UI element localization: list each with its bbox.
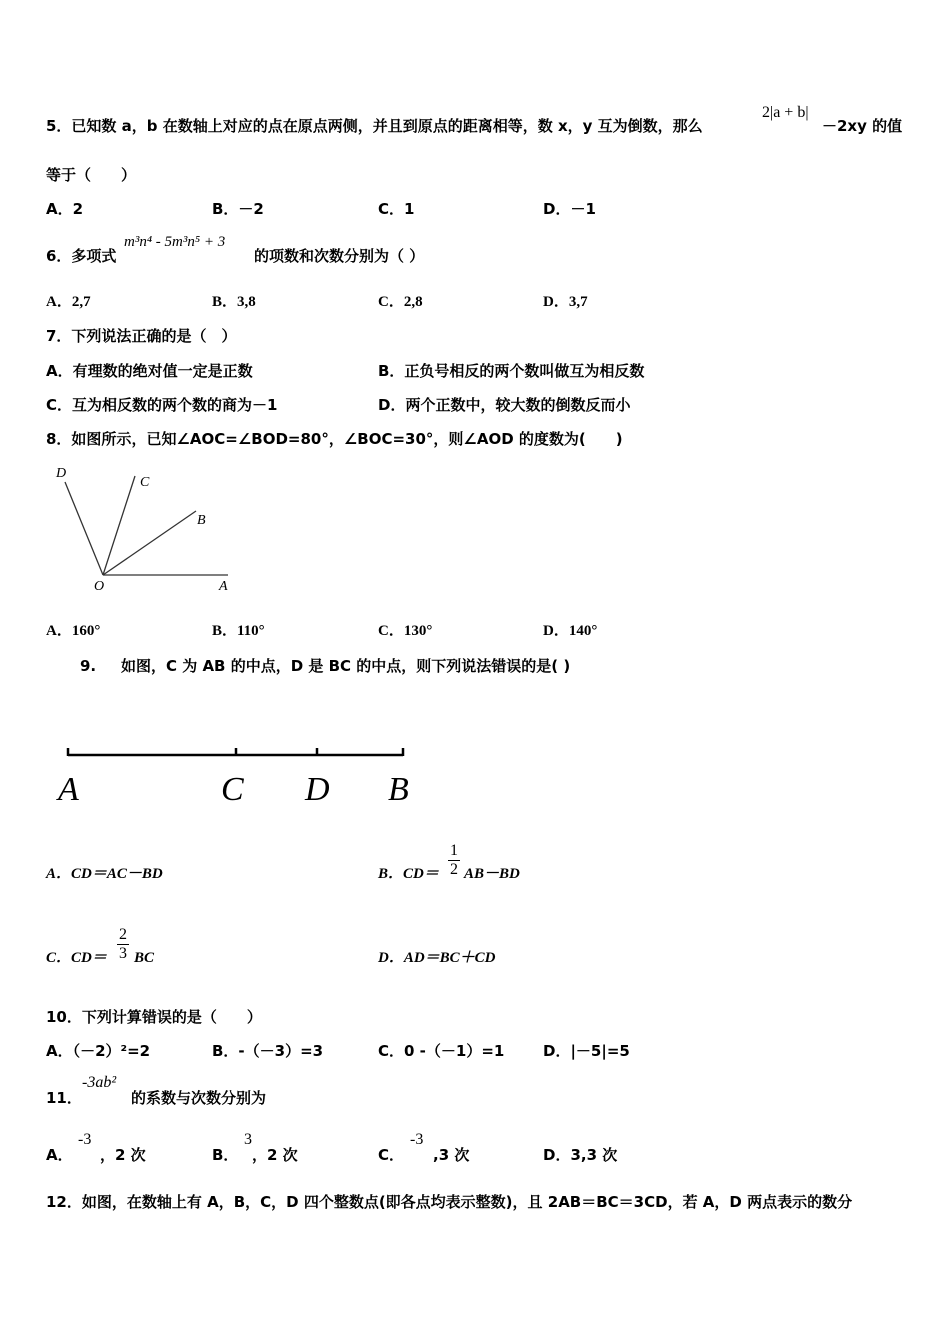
q11-option-c-value: -3 (410, 1131, 424, 1148)
label-b: B (388, 771, 409, 808)
label-d: D (56, 466, 67, 481)
q5-line1 (46, 116, 703, 136)
fraction-denominator: 2 (450, 861, 458, 878)
label-a: A (219, 579, 228, 592)
q9-option-d: D．AD＝BC＋CD (378, 950, 496, 966)
q9-option-b-suffix: AB－BD (464, 866, 520, 882)
option-letter: B． (212, 1146, 239, 1164)
q10-stem: 10．下列计算错误的是（ ） (46, 1008, 262, 1026)
q7-option-a: A．有理数的绝对值一定是正数 (46, 362, 253, 380)
q11-option-c (378, 1145, 404, 1165)
q8-option-b: B．110° (212, 623, 265, 639)
q9-option-a: A．CD＝AC－BD (46, 866, 163, 882)
option-letter: D． (543, 1146, 571, 1164)
fraction-numerator: 1 (450, 842, 458, 859)
q11-option-a (46, 1145, 73, 1165)
q9-stem: 如图，C 为 AB 的中点，D 是 BC 的中点，则下列说法错误的是( ) (121, 657, 571, 675)
ray-ob (103, 511, 196, 575)
fraction-denominator: 3 (119, 945, 127, 962)
q11-expression: -3ab² (82, 1074, 117, 1091)
q9-option-c-suffix: BC (134, 950, 155, 966)
label-c: C (221, 771, 244, 808)
q5-prefix: 5．已知数 a，b 在数轴上对应的点在原点两侧，并且到原点的距离相等，数 x，y 互为倒数，那么 (46, 117, 703, 135)
q9-option-b-prefix: B．CD＝ (378, 866, 439, 882)
label-c: C (140, 475, 150, 490)
q11-number: 11． (46, 1089, 82, 1107)
q11-option-b-value: 3 (244, 1131, 252, 1148)
q5-suffix: －2xy 的值 (822, 117, 903, 135)
q8-option-a: A．160° (46, 623, 101, 639)
q9-number: 9. (80, 657, 97, 675)
q11-option-a-rest: ，2 次 (100, 1146, 146, 1164)
ray-od (65, 482, 103, 575)
q8-option-d: D．140° (543, 623, 598, 639)
label-o: O (94, 579, 105, 592)
q7-option-c: C．互为相反数的两个数的商为－1 (46, 396, 278, 414)
q5-option-a: A．2 (46, 200, 84, 218)
q10-option-b: B．-（－3）=3 (212, 1042, 324, 1060)
q8-option-c: C．130° (378, 623, 433, 639)
label-a: A (58, 771, 79, 808)
q6-prefix: 6．多项式 (46, 247, 117, 265)
q6-expression: m³n⁴ - 5m³n⁵ + 3 (124, 234, 226, 250)
q11-option-b (212, 1145, 238, 1165)
q10-option-a: A．（－2）²=2 (46, 1042, 151, 1060)
q11-option-c-rest: ,3 次 (433, 1146, 470, 1164)
q6-option-b: B．3,8 (212, 294, 256, 310)
q9-option-c-fraction (117, 926, 129, 963)
q7-stem: 7．下列说法正确的是（ ） (46, 327, 237, 345)
label-d: D (305, 771, 330, 808)
fraction-numerator: 2 (119, 926, 127, 943)
q5-expression: 2|a + b| (762, 104, 809, 121)
q12-stem: 12．如图，在数轴上有 A，B，C，D 四个整数点(即各点均表示整数)，且 2AB＝BC＝3CD，若 A，D 两点表示的数分 (46, 1193, 853, 1211)
q7-option-b: B．正负号相反的两个数叫做互为相反数 (378, 362, 645, 380)
q6-option-d: D．3,7 (543, 294, 588, 310)
q6-suffix: 的项数和次数分别为（ ） (254, 247, 425, 265)
option-rest: 3,3 次 (570, 1146, 618, 1164)
q11-option-d (543, 1145, 617, 1165)
q6-option-a: A．2,7 (46, 294, 91, 310)
q5-line2: 等于（ ） (46, 166, 137, 184)
option-letter: C． (378, 1146, 405, 1164)
q5-option-d: D．－1 (543, 200, 596, 218)
q8-stem: 8．如图所示，已知∠AOC=∠BOD=80°，∠BOC=30°，则∠AOD 的度数为( ) (46, 430, 623, 448)
q7-option-d: D．两个正数中，较大数的倒数反而小 (378, 396, 631, 414)
q10-option-d: D．|－5|=5 (543, 1042, 630, 1060)
q5-option-c: C．1 (378, 200, 415, 218)
q10-option-c: C．0 -（－1）=1 (378, 1042, 505, 1060)
ray-oc (103, 476, 135, 575)
q5-option-b: B．－2 (212, 200, 264, 218)
q9-option-b-fraction (448, 842, 460, 879)
q11-option-b-rest: ，2 次 (252, 1146, 298, 1164)
q6-option-c: C．2,8 (378, 294, 423, 310)
q9-segment-figure (55, 740, 425, 810)
q11-option-a-value: -3 (78, 1131, 92, 1148)
q9-option-c-prefix: C．CD＝ (46, 950, 107, 966)
option-letter: A． (46, 1146, 73, 1164)
q8-angle-figure (50, 462, 240, 592)
label-b: B (197, 513, 206, 528)
q11-suffix: 的系数与次数分别为 (131, 1089, 267, 1107)
